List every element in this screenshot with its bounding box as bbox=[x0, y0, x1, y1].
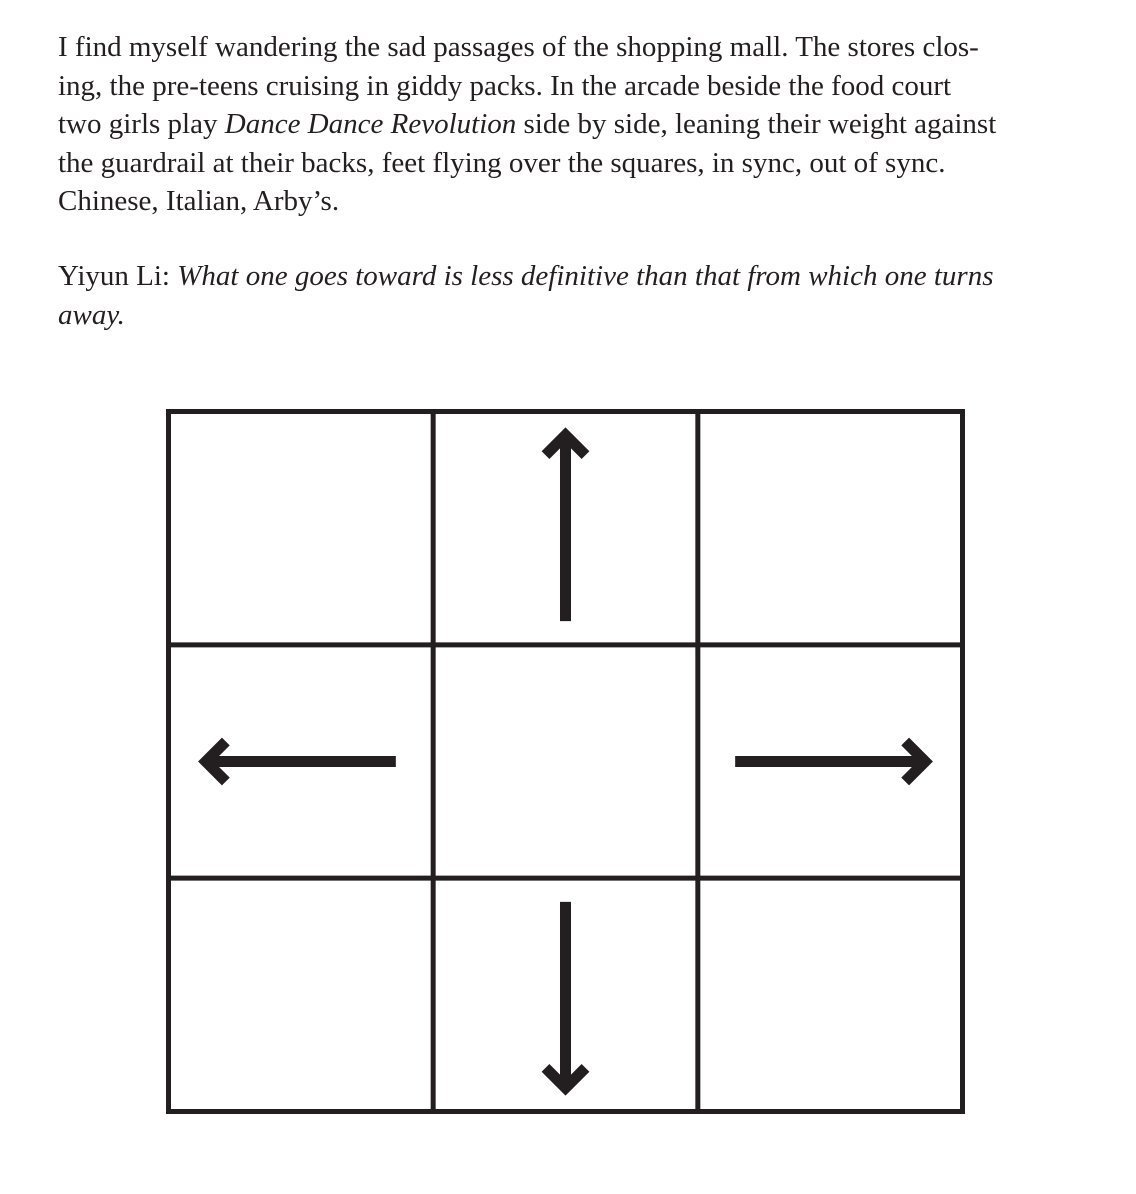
quote-text: away. bbox=[58, 298, 125, 331]
paragraph-line: Chinese, Italian, Arby’s. bbox=[58, 185, 340, 217]
quote-line bbox=[58, 296, 1088, 335]
arrow-left-icon bbox=[206, 742, 396, 782]
arrow-right-icon bbox=[735, 742, 925, 782]
dance-pad bbox=[166, 409, 965, 1114]
body-paragraph bbox=[58, 28, 1088, 221]
arrows bbox=[206, 435, 925, 1088]
quote-paragraph bbox=[58, 257, 1088, 334]
quote-attribution: Yiyun Li: bbox=[58, 260, 178, 292]
paragraph-line: ing, the pre-teens cruising in giddy packs. In the arcade beside the food court bbox=[58, 69, 952, 102]
arrow-up-icon bbox=[546, 435, 586, 621]
dance-pad-grid bbox=[166, 409, 965, 1114]
game-title: Dance Dance Revolution bbox=[224, 108, 517, 140]
paragraph-line: I find myself wandering the sad passages of the shopping mall. The stores clos- bbox=[58, 31, 979, 63]
arrow-down-icon bbox=[546, 902, 586, 1088]
paragraph-text: side by side, leaning their weight against bbox=[516, 108, 997, 140]
paragraph-line: the guardrail at their backs, feet flying over the squares, in sync, out of sync. bbox=[58, 146, 946, 179]
paragraph-line bbox=[58, 105, 1088, 144]
paragraph-text: two girls play bbox=[58, 108, 225, 140]
quote-line bbox=[58, 257, 1088, 296]
quote-text: What one goes toward is less definitive than that from which one turns bbox=[177, 260, 994, 292]
